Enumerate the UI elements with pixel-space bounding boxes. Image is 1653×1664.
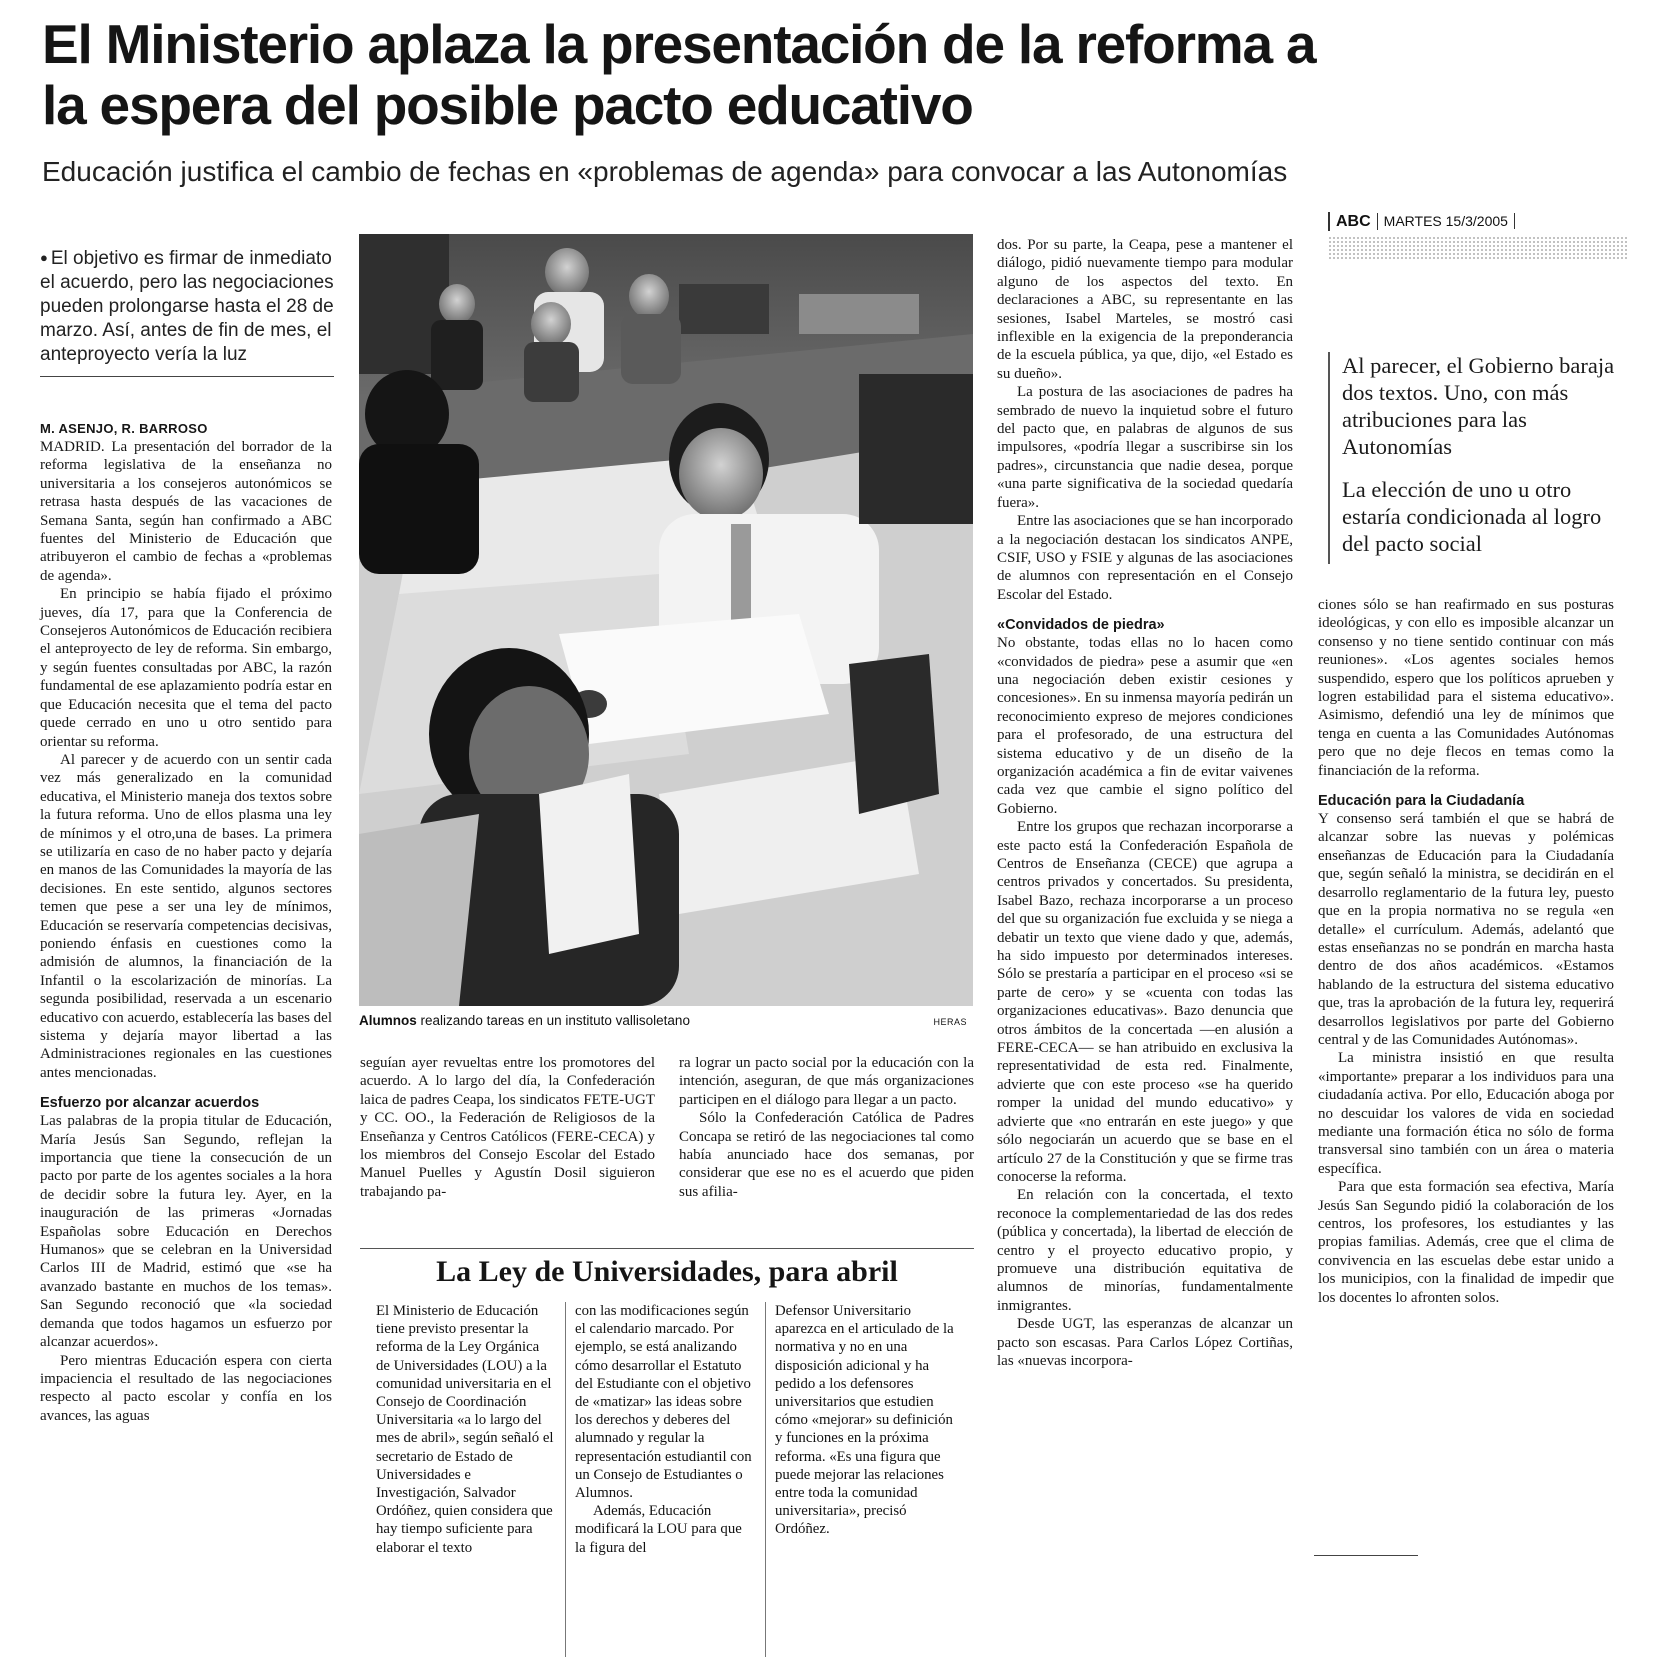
- sidebar-column-divider: [765, 1302, 766, 1657]
- section-subhead: «Convidados de piedra»: [997, 617, 1165, 634]
- dotted-band: [1328, 236, 1628, 260]
- bullet-icon: ●: [40, 250, 48, 265]
- publication-name: ABC: [1336, 213, 1378, 230]
- classroom-photo: [359, 234, 973, 1006]
- paragraph: Sólo la Confederación Católica de Padres Concapa se retiró de las negociaciones tal como había anunciado hace dos semanas, por considerar que ese no es el acuerdo que piden sus afilia-: [679, 1110, 974, 1200]
- paragraph: ra lograr un pacto social por la educación con la intención, aseguran, de que más organizaciones participen en el diálogo para llegar a un pacto.: [679, 1055, 974, 1108]
- paragraph: Entre los grupos que rechazan incorporarse a este pacto está la Confederación Española de Centros de Enseñanza (CECE) que agrupa a centros privados y concertados. Su presidenta, Isabel Bazo, rechaza incorporarse a un proceso del que su organización fue excluida y se niega a debatir un texto que viene dado y que, además, ha sido impuesto por determinados intereses. Sólo se prestaría a participar en el proceso «si se parte de cero» y se «cuenta con todas las organizaciones educativas». Bazo denuncia que otros ámbitos de la concertada —en alusión a FERE-CECA— se han atribuido en exclusiva la representatividad de esta red. Finalmente, advierte que con este proceso «se ha querido romper la unidad del mundo educativo» y advierte que «no entrarán en este juego» y que sólo negociarán un acuerdo que se base en el artículo 27 de la Constitución y que se firme tras conocerse la reforma.: [997, 819, 1293, 1185]
- paragraph: La postura de las asociaciones de padres ha sembrado de nuevo la inquietud sobre el futuro del pacto que, en palabras de algunos de sus impulsores, «podría llegar a suscribirse sin los padres», circunstancia que nadie desea, porque «una parte significativa de la sociedad quedaría fuera».: [997, 384, 1293, 511]
- subheadline: Educación justifica el cambio de fechas en «problemas de agenda» para convocar a las Autonomías: [42, 156, 1288, 187]
- paragraph: Además, Educación modificará la LOU para que la figura del: [575, 1503, 742, 1556]
- article-end-rule: [1314, 1555, 1418, 1556]
- paragraph: ciones sólo se han reafirmado en sus posturas ideológicas, y con ello es imposible alcanzar un consenso y no tiene sentido continuar con más reuniones». «Los agentes sociales hemos suspendido, espero que los políticos aprueben y logren estabilidad para el sistema educativo». Asimismo, defendió una ley de mínimos que tenga en cuenta a las Comunidades Autónomas pero que no deje flecos en temas como la financiación de la reforma.: [1318, 597, 1614, 779]
- paragraph: No obstante, todas ellas no lo hacen como «convidados de piedra» pese a asumir que «en una negociación deben existir cesiones y concesiones». En su inmensa mayoría pedirán un reconocimiento expreso de mejores condiciones para el profesorado, de una estructura del sistema educativo y de un diseño de la organización académica a fin de evitar vaivenes cada vez que cambie el signo político del Gobierno.: [997, 635, 1293, 817]
- paragraph: Entre las asociaciones que se han incorporado a la negociación destacan los sindicatos ANPE, CSIF, USO y FSIE y algunas de las asociaciones de alumnos con representación en el Consejo Escolar del Estado.: [997, 513, 1293, 603]
- pull-quote-text: Al parecer, el Gobierno baraja dos textos. Uno, con más atribuciones para las Autonomías: [1342, 353, 1615, 459]
- paragraph: dos. Por su parte, la Ceapa, pese a mantener el diálogo, pidió nuevamente tiempo para modular alguno de los aspectos del texto. En declaraciones a ABC, su representante en las sesiones, Isabel Marteles, se mostró casi inflexible en la exigencia de la preponderancia de la escuela pública, ya que, dijo, «el Estado es su dueño».: [997, 237, 1293, 382]
- paragraph: Las palabras de la propia titular de Educación, María Jesús San Segundo, reflejan la importancia que tiene la consecución de un pacto por parte de los agentes sociales a la hora de decidir sobre la futura ley. Ayer, en la inauguración de las primeras «Jornadas Españolas sobre Educación en Derechos Humanos» que se celebran en la Universidad Carlos III de Madrid, estimó que «se ha avanzado bastante en muchos de los temas». San Segundo reconoció que «la sociedad demanda que todos hagamos un esfuerzo por alcanzar acuerdos».: [40, 1113, 332, 1351]
- paragraph: En principio se había fijado el próximo jueves, día 17, para que la Conferencia de Consejeros Autonómicos de Educación recibiera el anteproyecto de ley de reforma. Sin embargo, y según fuentes consultadas por ABC, la razón fundamental de ese aplazamiento podría estar en que Educación necesita que el tema del pacto quede cerrado en uno u otro sentido para orientar su reforma.: [40, 586, 332, 750]
- lead-text: El objetivo es firmar de inmediato el acuerdo, pero las negociaciones pueden prolongarse hasta el 28 de marzo. Así, antes de fin de mes, el anteproyecto vería la luz: [40, 248, 334, 365]
- section-subhead: Educación para la Ciudadanía: [1318, 793, 1525, 810]
- pull-quote: [1328, 352, 1632, 564]
- sidebar-column-3: [775, 1302, 955, 1539]
- paragraph: Pero mientras Educación espera con cierta impaciencia el resultado de las negociaciones respecto al pacto escolar y confía en los avances, las aguas: [40, 1352, 332, 1424]
- caption-text: realizando tareas en un instituto vallisoletano: [420, 1013, 690, 1028]
- article-column-5: [1318, 596, 1614, 1307]
- paragraph: Para que esta formación sea efectiva, María Jesús San Segundo pidió la colaboración de los centros, los profesores, los estudiantes y las propias familias. Además, cree que el clima de convivencia en las escuelas debe estar unido a los municipios, con la finalidad de impedir que los docentes lo afronten solos.: [1318, 1179, 1614, 1306]
- paragraph: MADRID. La presentación del borrador de la reforma legislativa de la enseñanza no universitaria a los consejeros autonómicos se retrasa hasta después de las vacaciones de Semana Santa, según han confirmado a ABC fuentes del Ministerio de Educación que atribuyeron el cambio de fechas a «problemas de agenda».: [40, 439, 332, 584]
- article-column-3: [679, 1054, 974, 1201]
- sidebar-title: La Ley de Universidades, para abril: [436, 1255, 898, 1288]
- paragraph: Al parecer y de acuerdo con un sentir cada vez más generalizado en la comunidad educativa, el Ministerio maneja dos textos sobre la futura reforma. Uno de ellos plasma una ley de mínimos y el otro,una de bases. La primera se utilizaría en caso de no haber pacto y dejaría en manos de las Comunidades la mayoría de las decisiones. En este sentido, algunos sectores temen que pese a ser una ley de mínimos, Educación se reservaría competencias decisivas, poniendo énfasis en cuestiones como la admisión de alumnos, la financiación de la Infantil o la escolarización de minorías. La segunda posibilidad, reservada a un escenario educativo con acuerdo, establecería las bases del sistema y dejaría mayor libertad a las Administraciones regionales en las cuestiones antes mencionadas.: [40, 751, 332, 1081]
- paragraph: Y consenso será también el que se habrá de alcanzar sobre las nuevas y polémicas enseñanzas de Educación para la Ciudadanía que, según señaló la ministra, se decidirán en el desarrollo reglamentario de la futura ley, puesto que en la propia normativa no se regula «en detalle» el currículum. Además, adelantó que estas enseñanzas no se pondrán en marcha hasta dentro de dos años académicos. «Estamos hablando de la estructura del sistema educativo que, tras la aprobación de la futura ley, requerirá desarrollos legislativos por parte del Gobierno central y de las Comunidades Autónomas».: [1318, 811, 1614, 1048]
- article-column-4: [997, 236, 1293, 1370]
- paragraph: Desde UGT, las esperanzas de alcanzar un pacto son escasas. Para Carlos López Cortiñas, las «nuevas incorpora-: [997, 1316, 1293, 1369]
- section-subhead: Esfuerzo por alcanzar acuerdos: [40, 1095, 260, 1112]
- article-column-2: [360, 1054, 655, 1201]
- lead-summary: [40, 246, 334, 367]
- caption-lead: Alumnos: [359, 1013, 417, 1028]
- headline: El Ministerio aplaza la presentación de la reforma a la espera del posible pacto educativo: [42, 13, 1316, 136]
- paragraph: Defensor Universitario aparezca en el articulado de la normativa y no en una disposición adicional y ha pedido a los defensores universitarios que estudien cómo «mejorar» su definición y funciones en la próxima reforma. «Es una figura que puede mejorar las relaciones entre toda la comunidad universitaria», precisó Ordóñez.: [775, 1303, 954, 1538]
- classroom-photo-image: [359, 234, 973, 1006]
- masthead: [1328, 212, 1636, 231]
- publication-date: MARTES 15/3/2005: [1384, 213, 1515, 229]
- paragraph: En relación con la concertada, el texto reconoce la complementariedad de las dos redes (pública y concertada), la libertad de elección de centro y el proyecto educativo propio, y promueve una distribución equitativa de alumnos de minorías, fundamentalmente inmigrantes.: [997, 1187, 1293, 1314]
- sidebar-column-1: [376, 1302, 556, 1557]
- article-column-1: [40, 420, 332, 1425]
- sidebar-column-divider: [565, 1302, 566, 1657]
- paragraph: seguían ayer revueltas entre los promotores del acuerdo. A lo largo del día, la Confederación laica de padres Ceapa, los sindicatos FETE-UGT y CC. OO., la Federación de Religiosos de la Enseñanza y Centros Católicos (FERE-CECA) y los miembros del Consejo Escolar del Estado Manuel Puelles y Agustín Dosil siguieron trabajando pa-: [360, 1055, 655, 1200]
- lead-divider: [40, 376, 334, 377]
- photo-credit: HERAS: [933, 1017, 967, 1027]
- byline: M. ASENJO, R. BARROSO: [40, 421, 208, 436]
- paragraph: con las modificaciones según el calendario marcado. Por ejemplo, se está analizando cómo desarrollar el Estatuto del Estudiante con el objetivo de «matizar» las ideas sobre los derechos y deberes del alumnado y regular la representación estudiantil con un Consejo de Estudiantes o Alumnos.: [575, 1303, 752, 1502]
- photo-caption: [359, 1012, 973, 1030]
- paragraph: La ministra insistió en que resulta «importante» preparar a los individuos para una ciudadanía activa. Por ello, Educación aboga por no descuidar los valores de vida en sociedad mediante una formación ética no sólo de forma transversal sino también con un área o materia específica.: [1318, 1050, 1614, 1177]
- paragraph: El Ministerio de Educación tiene previsto presentar la reforma de la Ley Orgánica de Universidades (LOU) a la comunidad universitaria en el Consejo de Coordinación Universitaria «a lo largo del mes de abril», según señaló el secretario de Estado de Universidades e Investigación, Salvador Ordóñez, quien considera que hay tiempo suficiente para elaborar el texto: [376, 1303, 554, 1556]
- pull-quote-text: La elección de uno u otro estaría condicionada al logro del pacto social: [1342, 477, 1602, 556]
- sidebar-column-2: [575, 1302, 755, 1557]
